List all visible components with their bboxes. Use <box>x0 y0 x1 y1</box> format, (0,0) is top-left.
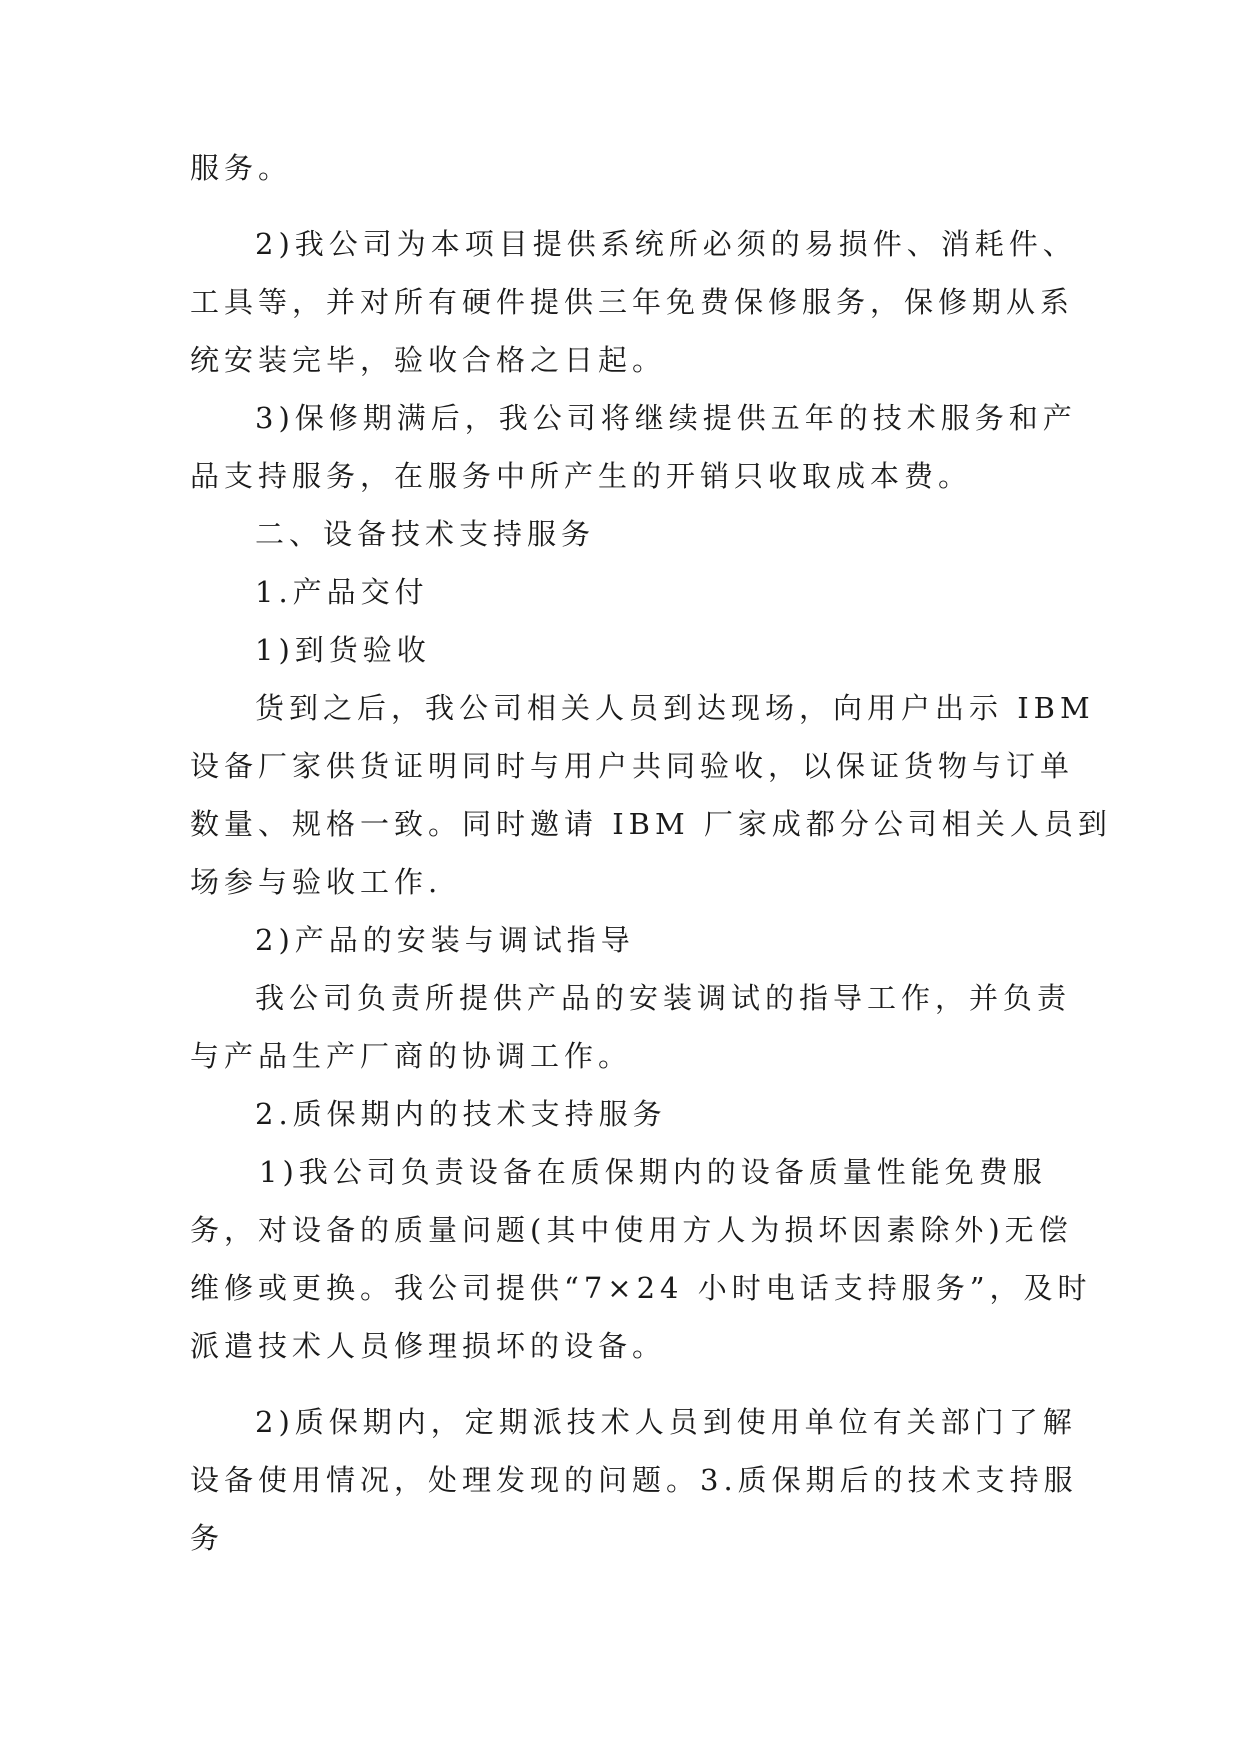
text-line: 设备使用情况，处理发现的问题。3.质保期后的技术支持服 <box>190 1463 1078 1497</box>
item-heading: 1)到货验收 <box>255 633 431 667</box>
subsection-heading: 2.质保期内的技术支持服务 <box>255 1097 667 1131</box>
subsection-heading: 1.产品交付 <box>255 575 429 609</box>
text-line: 3)保修期满后，我公司将继续提供五年的技术服务和产 <box>255 401 1077 435</box>
text-line: 数量、规格一致。同时邀请 IBM 厂家成都分公司相关人员到 <box>190 807 1112 841</box>
text-line: 设备厂家供货证明同时与用户共同验收，以保证货物与订单 <box>190 749 1075 783</box>
text-line: 派遣技术人员修理损坏的设备。 <box>190 1329 667 1363</box>
text-line: 服务。 <box>190 151 293 185</box>
text-line: 我公司负责所提供产品的安装调试的指导工作，并负责 <box>255 981 1072 1015</box>
text-line: 统安装完毕，验收合格之日起。 <box>190 343 667 377</box>
text-line: 务，对设备的质量问题(其中使用方人为损坏因素除外)无偿 <box>190 1213 1073 1247</box>
text-line: 货到之后，我公司相关人员到达现场，向用户出示 IBM <box>255 691 1095 725</box>
section-heading: 二、设备技术支持服务 <box>255 517 596 551</box>
text-line: 品支持服务，在服务中所产生的开销只收取成本费。 <box>190 459 973 493</box>
text-line: 2)质保期内，定期派技术人员到使用单位有关部门了解 <box>255 1405 1077 1439</box>
text-line: 2)我公司为本项目提供系统所必须的易损件、消耗件、 <box>255 227 1077 261</box>
text-line: 务 <box>190 1521 225 1555</box>
text-line: 维修或更换。我公司提供“7×24 小时电话支持服务”，及时 <box>190 1271 1092 1305</box>
item-heading: 2)产品的安装与调试指导 <box>255 923 635 957</box>
text-line: 1)我公司负责设备在质保期内的设备质量性能免费服 <box>259 1155 1047 1189</box>
text-line: 与产品生产厂商的协调工作。 <box>190 1039 633 1073</box>
text-line: 场参与验收工作. <box>190 865 443 899</box>
text-line: 工具等，并对所有硬件提供三年免费保修服务，保修期从系 <box>190 285 1075 319</box>
